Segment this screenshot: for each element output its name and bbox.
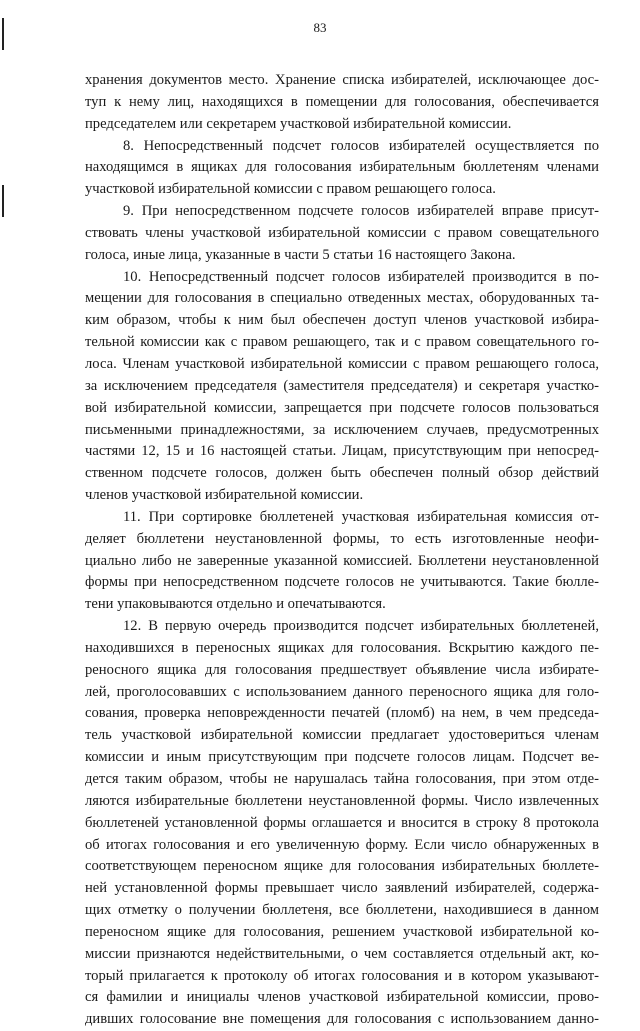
text-line: 9. При непосредственном подсчете голосов избирателей вправе присут-	[123, 203, 599, 220]
text-line: находившихся в переносных ящиках для голосования. Вскрытию каждого пе-	[85, 639, 599, 656]
text-line: ственном подсчете голосов, должен быть обеспечен полный обзор действий	[85, 465, 599, 482]
text-line: ким образом, чтобы к ним был обеспечен доступ членов участковой избира-	[85, 312, 599, 329]
text-line: ся фамилии и инициалы членов участковой избирательной комиссии, прово-	[85, 989, 599, 1006]
text-line: вой избирательной комиссии, запрещается при подсчете голосов пользоваться	[85, 399, 599, 416]
text-line: щих отметку о получении бюллетеня, все бюллетени, находившиеся в данном	[85, 902, 599, 919]
text-line: тельной комиссии как с правом решающего, так и с правом совещательного го-	[85, 334, 599, 351]
text-line: участковой избирательной комиссии с правом решающего голоса.	[85, 181, 496, 198]
page-number: 83	[313, 20, 327, 35]
text-line: лей, проголосовавших с использованием данного переносного ящика для голо-	[85, 683, 599, 700]
text-line: формы при непосредственном подсчете голосов не учитываются. Такие бюлле-	[85, 574, 599, 591]
text-line: за исключением председателя (заместителя председателя) и секретаря участко-	[85, 377, 599, 394]
text-line: дивших голосование вне помещения для голосования с использованием данно-	[85, 1011, 599, 1028]
text-line: членов участковой избирательной комиссии.	[85, 487, 364, 504]
text-line: миссии признаются недействительными, о чем составляется отдельный акт, ко-	[85, 945, 599, 962]
text-line: комиссии и иным присутствующим при подсчете голосов лицам. Подсчет ве-	[85, 749, 599, 766]
text-line: торый прилагается к протоколу об итогах голосования и в котором указывают-	[85, 967, 599, 984]
text-line: частями 12, 15 и 16 настоящей статьи. Лицам, присутствующим при непосред-	[85, 443, 599, 460]
text-line: 11. При сортировке бюллетеней участковая избирательная комиссия от-	[123, 508, 599, 525]
scan-margin-line	[2, 185, 4, 217]
text-line: сования, проверка неповрежденности печатей (пломб) на нем, в чем председа-	[85, 705, 599, 722]
text-line: 10. Непосредственный подсчет голосов избирателей производится в по-	[123, 268, 599, 285]
text-line: письменными принадлежностями, за исключением случаев, предусмотренных	[85, 421, 599, 438]
text-line: 12. В первую очередь производится подсчет избирательных бюллетеней,	[123, 618, 599, 635]
text-line: бюллетеней установленной формы оглашается и вносится в строку 8 протокола	[85, 814, 599, 831]
text-line: соответствующем переносном ящике для голосования избирательных бюллете-	[85, 858, 599, 875]
text-line: реносного ящика для голосования предшествует объявление числа избирате-	[85, 661, 599, 678]
text-line: дется таким образом, чтобы не нарушалась тайна голосования, при этом отде-	[85, 771, 599, 787]
text-line: лоса. Членам участковой избирательной комиссии с правом решающего голоса,	[85, 355, 599, 372]
text-line: находящимся в ящиках для голосования избирательным бюллетеням членами	[85, 159, 599, 176]
text-line: председателем или секретарем участковой избирательной комиссии.	[85, 115, 512, 132]
document-body	[85, 70, 599, 1031]
text-line: ляются избирательные бюллетени неустановленной формы. Число извлеченных	[85, 792, 599, 809]
text-line: ней установленной формы превышает число заявлений избирателей, содержа-	[85, 880, 599, 897]
text-line: хранения документов место. Хранение списка избирателей, исключающее дос-	[85, 72, 599, 88]
text-line: голоса, иные лица, указанные в части 5 статьи 16 настоящего Закона.	[85, 246, 516, 263]
text-line: циально либо не заверенные указанной комиссией. Бюллетени неустановленной	[85, 552, 599, 569]
text-line: переносном ящике для голосования, решением участковой избирательной ко-	[85, 923, 599, 940]
text-line: деляет бюллетени неустановленной формы, то есть изготовленные неофи-	[85, 530, 599, 547]
text-line: ствовать члены участковой избирательной комиссии с правом совещательного	[85, 224, 599, 241]
text-line: мещении для голосования в специально отведенных местах, оборудованных та-	[85, 290, 599, 307]
text-line: туп к нему лиц, находящихся в помещении для голосования, обеспечивается	[85, 93, 599, 110]
text-line: тель участковой избирательной комиссии предлагает удостовериться членам	[85, 727, 599, 744]
text-line: тени упаковываются отдельно и опечатываются.	[85, 596, 386, 613]
text-line: 8. Непосредственный подсчет голосов избирателей осуществляется по	[123, 137, 599, 154]
text-line: об итогах голосования и его увеличенную форму. Если число обнаруженных в	[85, 836, 599, 853]
